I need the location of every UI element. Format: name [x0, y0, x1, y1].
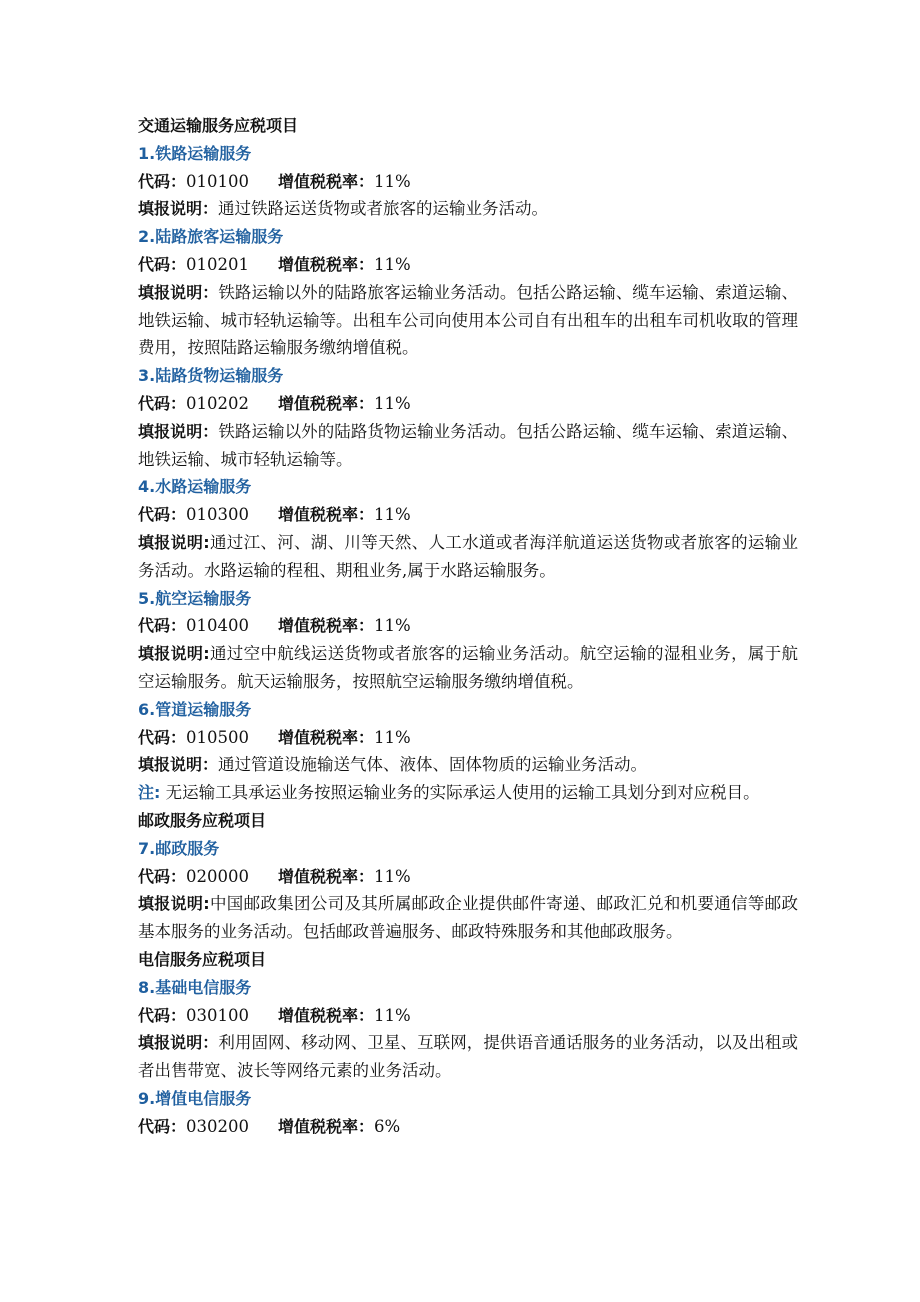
vat-rate-label: 增值税税率： [278, 1116, 375, 1136]
code-row [138, 863, 798, 891]
code-label: 代码： [138, 393, 187, 413]
item-title: 2.陆路旅客运输服务 [138, 227, 284, 247]
description [138, 195, 798, 223]
code-row [138, 251, 798, 279]
vat-rate-value: 11% [374, 393, 411, 413]
item-title: 5.航空运输服务 [138, 588, 252, 608]
vat-rate-value: 11% [374, 505, 411, 525]
vat-rate-value: 6% [374, 1116, 401, 1136]
vat-rate-label: 增值税税率： [278, 1005, 375, 1025]
description [138, 418, 798, 474]
description-text: 铁路运输以外的陆路货物运输业务活动。包括公路运输、缆车运输、索道运输、地铁运输、城市轻轨运输等。 [138, 421, 798, 469]
code-label: 代码： [138, 254, 187, 274]
description-label: 填报说明： [138, 755, 219, 775]
item-title: 1.铁路运输服务 [138, 143, 252, 163]
item-title: 6.管道运输服务 [138, 699, 252, 719]
vat-rate-value: 11% [374, 616, 411, 636]
vat-rate-label: 增值税税率： [278, 866, 375, 886]
section-title-transport: 交通运输服务应税项目 [138, 116, 299, 135]
code-row [138, 168, 798, 196]
vat-rate-value: 11% [374, 866, 411, 886]
description-label: 填报说明: [138, 532, 210, 552]
code-row [138, 1002, 798, 1030]
description-label: 填报说明： [138, 282, 219, 302]
item-title: 4.水路运输服务 [138, 477, 252, 497]
code-label: 代码： [138, 616, 187, 636]
code-value: 030200 [186, 1116, 250, 1136]
item-title: 7.邮政服务 [138, 838, 220, 858]
vat-rate-value: 11% [374, 171, 411, 191]
code-row [138, 1113, 798, 1141]
code-row [138, 612, 798, 640]
description-label: 填报说明： [138, 199, 219, 219]
description-text: 通过江、河、湖、川等天然、人工水道或者海洋航道运送货物或者旅客的运输业务活动。水路运输的程租、期租业务,属于水路运输服务。 [138, 532, 798, 580]
description [138, 890, 798, 946]
code-value: 020000 [186, 866, 250, 886]
code-label: 代码： [138, 1116, 187, 1136]
code-label: 代码： [138, 727, 187, 747]
note [138, 779, 798, 807]
document-page [138, 112, 798, 1140]
code-value: 010201 [186, 254, 250, 274]
description-text: 利用固网、移动网、卫星、互联网，提供语音通话服务的业务活动，以及出租或者出售带宽、波长等网络元素的业务活动。 [138, 1033, 798, 1081]
description [138, 751, 798, 779]
description-text: 通过管道设施输送气体、液体、固体物质的运输业务活动。 [218, 755, 648, 775]
code-value: 010100 [186, 171, 250, 191]
description-label: 填报说明: [138, 894, 210, 914]
description [138, 529, 798, 585]
item-title: 8.基础电信服务 [138, 977, 252, 997]
description-text: 通过空中航线运送货物或者旅客的运输业务活动。航空运输的湿租业务，属于航空运输服务。航天运输服务，按照航空运输服务缴纳增值税。 [138, 644, 798, 691]
vat-rate-label: 增值税税率： [278, 171, 375, 191]
description-label: 填报说明: [138, 644, 210, 664]
code-label: 代码： [138, 866, 187, 886]
code-value: 010202 [186, 393, 250, 413]
description-label: 填报说明： [138, 1033, 219, 1053]
code-row [138, 390, 798, 418]
code-row [138, 724, 798, 752]
vat-rate-label: 增值税税率： [278, 254, 375, 274]
note-label: 注: [138, 783, 161, 803]
section-title-postal: 邮政服务应税项目 [138, 810, 267, 830]
code-row [138, 501, 798, 529]
description-text: 通过铁路运送货物或者旅客的运输业务活动。 [218, 199, 549, 219]
code-value: 010500 [186, 727, 250, 747]
vat-rate-value: 11% [374, 254, 411, 274]
code-label: 代码： [138, 505, 187, 525]
description-label: 填报说明： [138, 421, 219, 441]
item-title: 9.增值电信服务 [138, 1088, 252, 1108]
section-title-telecom: 电信服务应税项目 [138, 949, 267, 969]
code-value: 010400 [186, 616, 250, 636]
code-value: 030100 [186, 1005, 250, 1025]
code-label: 代码： [138, 171, 187, 191]
vat-rate-label: 增值税税率： [278, 393, 375, 413]
vat-rate-label: 增值税税率： [278, 505, 375, 525]
item-title: 3.陆路货物运输服务 [138, 366, 284, 386]
vat-rate-value: 11% [374, 727, 411, 747]
description [138, 279, 798, 362]
description [138, 640, 798, 696]
vat-rate-label: 增值税税率： [278, 616, 375, 636]
vat-rate-value: 11% [374, 1005, 411, 1025]
description-text: 中国邮政集团公司及其所属邮政企业提供邮件寄递、邮政汇兑和机要通信等邮政基本服务的业务活动。包括邮政普遍服务、邮政特殊服务和其他邮政服务。 [138, 894, 798, 942]
vat-rate-label: 增值税税率： [278, 727, 375, 747]
code-label: 代码： [138, 1005, 187, 1025]
code-value: 010300 [186, 505, 250, 525]
note-text: 无运输工具承运业务按照运输业务的实际承运人使用的运输工具划分到对应税目。 [165, 783, 760, 803]
description [138, 1029, 798, 1085]
description-text: 铁路运输以外的陆路旅客运输业务活动。包括公路运输、缆车运输、索道运输、地铁运输、城市轻轨运输等。出租车公司向使用本公司自有出租车的出租车司机收取的管理费用，按照陆路运输服务缴纳增值税。 [138, 282, 798, 358]
